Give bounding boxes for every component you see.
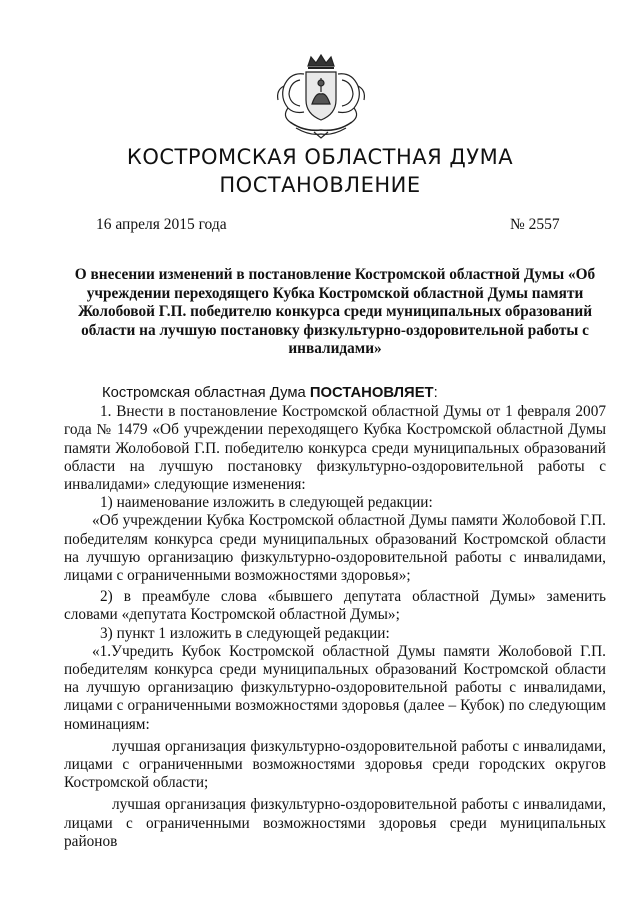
nomination-urban-districts: лучшая организация физкультурно-оздоровительной работы с инвалидами, лицами с ограниченными возможностями здоровья среди городских округов Костромской области;: [64, 737, 606, 792]
document-type: ПОСТАНОВЛЕНИЕ: [219, 173, 421, 197]
paragraph-1-1: 1) наименование изложить в следующей редакции:: [100, 494, 433, 512]
lead-text: Костромская областная Дума: [102, 385, 310, 401]
nomination-municipal-districts: лучшая организация физкультурно-оздоровительной работы с инвалидами, лицами с ограниченными возможностями здоровья среди муниципальных районов: [64, 796, 606, 850]
paragraph-quote-title: «Об учреждении Кубка Костромской областной Думы памяти Жолобовой Г.П. победителям конкурса среди муниципальных образований Костромской области на лучшую организацию физкультурно-оздоровительной работы с инвалидами, лицами с ограниченными возможностями здоровья»;: [64, 512, 606, 585]
document-date: 16 апреля 2015 года: [96, 216, 227, 233]
document-number: № 2557: [510, 216, 560, 233]
lead-resolves: ПОСТАНОВЛЯЕТ: [309, 385, 434, 401]
resolution-lead: [64, 384, 606, 402]
paragraph-1-3: 3) пункт 1 изложить в следующей редакции:: [100, 624, 390, 642]
paragraph-quote-point-1: «1.Учредить Кубок Костромской областной Думы памяти Жолобовой Г.П. победителям конкурса среди муниципальных образований Костромской области на лучшую организацию физкультурно-оздоровительной работы с инвалидами, лицами с ограниченными возможностями здоровья (далее – Кубок) по следующим номинациям:: [64, 642, 606, 733]
lead-colon: :: [433, 385, 438, 401]
paragraph-1-2: 2) в преамбуле слова «бывшего депутата областной Думы» заменить словами «депутата Костромской областной Думы»;: [64, 588, 606, 624]
document-title: О внесении изменений в постановление Костромской областной Думы «Об учреждении переходящего Кубка Костромской областной Думы памяти Жолобовой Г.П. победителю конкурса среди муниципальных образований области на лучшую постановку физкультурно-оздоровительной работы с инвалидами»: [74, 266, 596, 357]
paragraph-1: 1. Внести в постановление Костромской областной Думы от 1 февраля 2007 года № 1479 «Об учреждении переходящего Кубка Костромской областной Думы памяти Жолобовой Г.П. победителю конкурса среди муниципальных образований области на лучшую постановку физкультурно-оздоровительной работы с инвалидами» следующие изменения:: [64, 403, 606, 494]
organization-name: КОСТРОМСКАЯ ОБЛАСТНАЯ ДУМА: [126, 145, 514, 169]
coat-of-arms-emblem: [270, 52, 372, 140]
document-body: [64, 384, 606, 851]
